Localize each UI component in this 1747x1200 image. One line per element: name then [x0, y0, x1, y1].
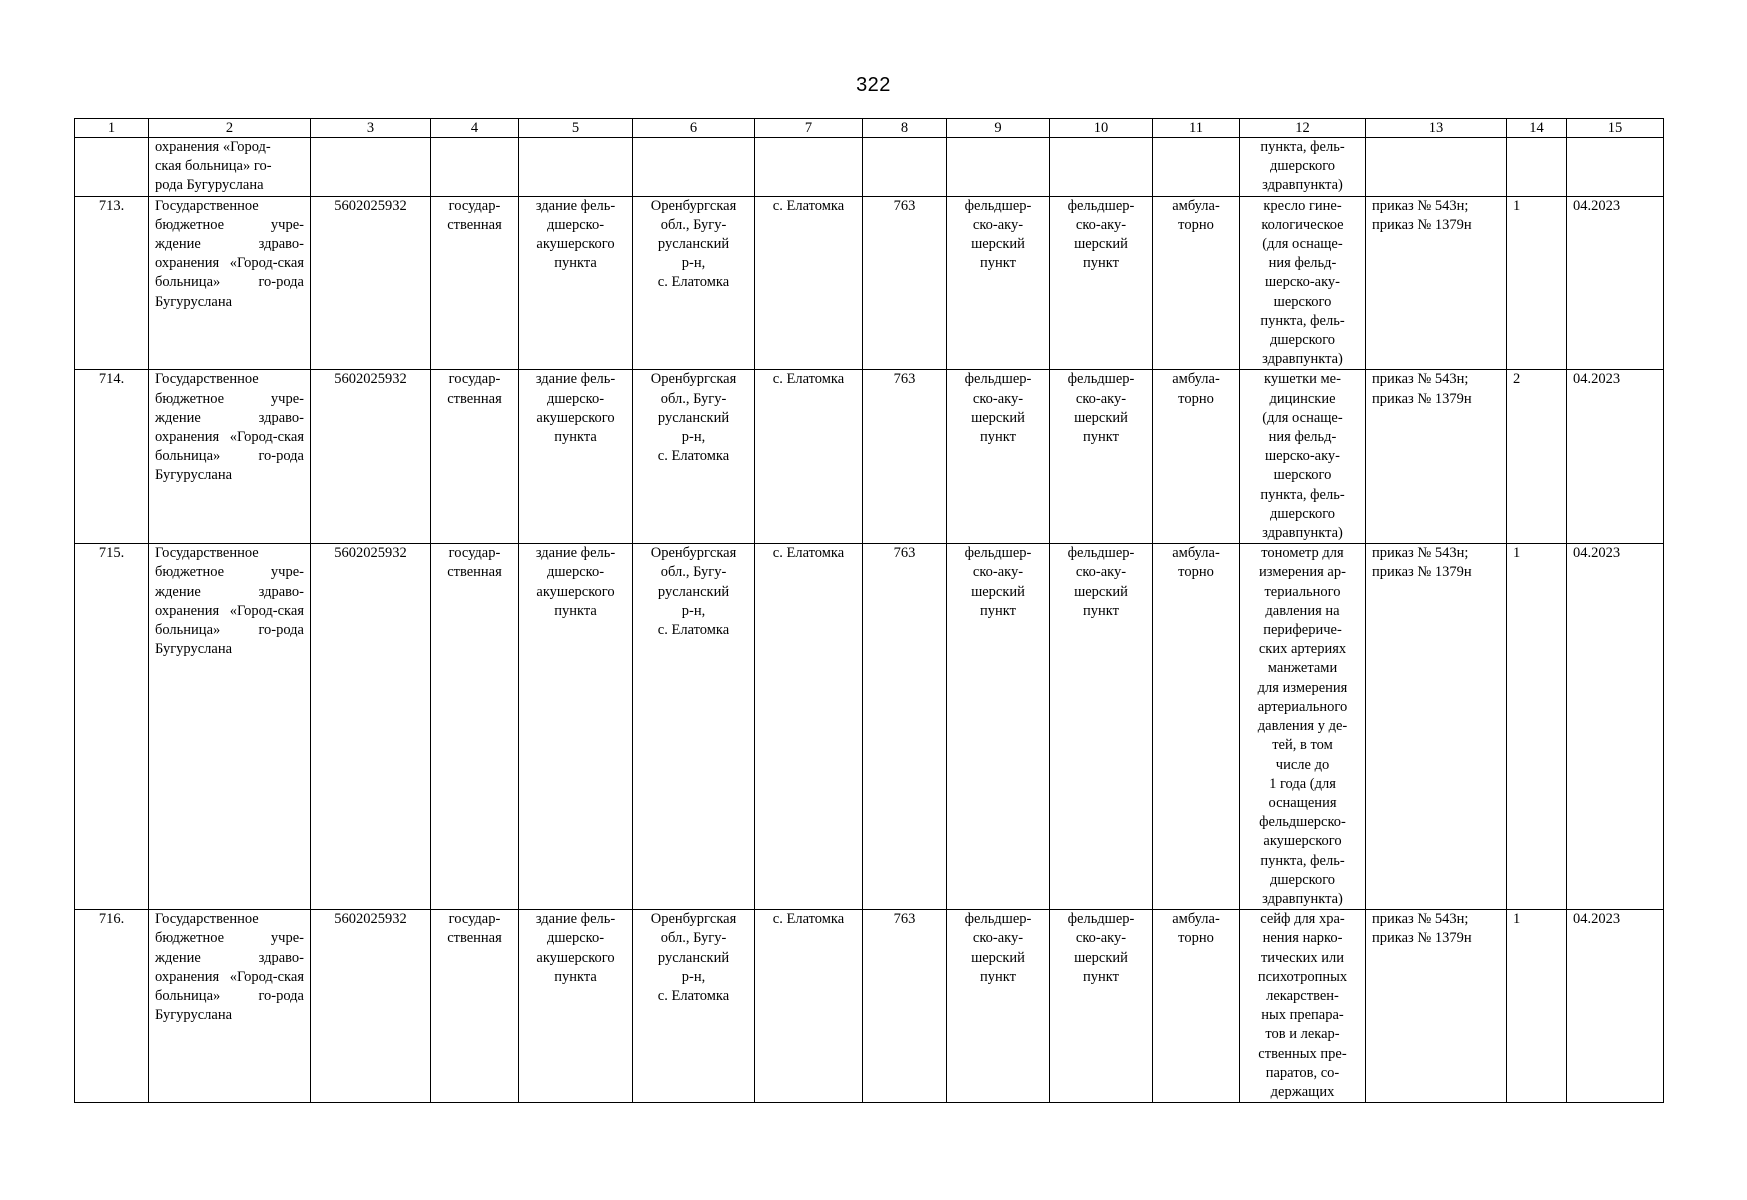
cell-organization: Государственное бюджетное учре-ждение здраво-охранения «Город-ская больница» го-рода Бугуруслана [149, 196, 311, 370]
table-row-713 [75, 196, 1664, 370]
cell-building: здание фель- дшерско- акушерского пункта [519, 544, 633, 910]
cell-unit [1050, 138, 1153, 197]
cell-equipment: сейф для хра- нения нарко- тических или психотропных лекарствен- ных препара- тов и лекар- ственных пре- паратов, со- держащих [1240, 910, 1366, 1103]
column-number: 15 [1567, 119, 1664, 138]
cell-num: 713. [75, 196, 149, 370]
cell-facility-type [947, 138, 1050, 197]
cell-order: приказ № 543н; приказ № 1379н [1366, 910, 1507, 1103]
cell-date: 04.2023 [1567, 370, 1664, 544]
cell-settlement: с. Елатомка [755, 196, 863, 370]
cell-order: приказ № 543н; приказ № 1379н [1366, 370, 1507, 544]
column-number-header-row [75, 119, 1664, 138]
cell-address: Оренбургская обл., Бугу- русланский р-н, с. Елатомка [633, 544, 755, 910]
cell-qty: 1 [1507, 910, 1567, 1103]
cell-ownership: государ- ственная [431, 910, 519, 1103]
cell-organization: Государственное бюджетное учре-ждение здраво-охранения «Город-ская больница» го-рода Бугуруслана [149, 544, 311, 910]
cell-num [75, 138, 149, 197]
cell-care-form: амбула- торно [1153, 544, 1240, 910]
cell-organization: Государственное бюджетное учре-ждение здраво-охранения «Город-ская больница» го-рода Бугуруслана [149, 910, 311, 1103]
cell-order: приказ № 543н; приказ № 1379н [1366, 196, 1507, 370]
cell-inn: 5602025932 [311, 370, 431, 544]
cell-address [633, 138, 755, 197]
cell-care-form: амбула- торно [1153, 370, 1240, 544]
cell-building: здание фель- дшерско- акушерского пункта [519, 910, 633, 1103]
cell-qty: 1 [1507, 196, 1567, 370]
cell-order [1366, 138, 1507, 197]
column-number: 9 [947, 119, 1050, 138]
cell-ownership: государ- ственная [431, 370, 519, 544]
table-row-714 [75, 370, 1664, 544]
cell-inn [311, 138, 431, 197]
column-number: 12 [1240, 119, 1366, 138]
cell-population [863, 138, 947, 197]
cell-qty: 2 [1507, 370, 1567, 544]
column-number: 8 [863, 119, 947, 138]
cell-equipment: пункта, фель- дшерского здравпункта) [1240, 138, 1366, 197]
cell-date: 04.2023 [1567, 544, 1664, 910]
page-number: 322 [856, 74, 891, 96]
cell-settlement: с. Елатомка [755, 370, 863, 544]
cell-num: 716. [75, 910, 149, 1103]
cell-building: здание фель- дшерско- акушерского пункта [519, 370, 633, 544]
cell-date: 04.2023 [1567, 910, 1664, 1103]
cell-inn: 5602025932 [311, 196, 431, 370]
cell-date [1567, 138, 1664, 197]
cell-equipment: тонометр для измерения ар- териального давления на перифериче- ских артериях манжетами для измерения артериального давления у де- тей, в том числе до 1 года (для оснащения фельдшерско- акушерского пункта, фель- дшерского здравпункта) [1240, 544, 1366, 910]
column-number: 7 [755, 119, 863, 138]
cell-building: здание фель- дшерско- акушерского пункта [519, 196, 633, 370]
cell-ownership: государ- ственная [431, 196, 519, 370]
cell-unit: фельдшер- ско-аку- шерский пункт [1050, 196, 1153, 370]
column-number: 2 [149, 119, 311, 138]
cell-address: Оренбургская обл., Бугу- русланский р-н, с. Елатомка [633, 370, 755, 544]
cell-facility-type: фельдшер- ско-аку- шерский пункт [947, 370, 1050, 544]
cell-ownership: государ- ственная [431, 544, 519, 910]
cell-organization: охранения «Город- ская больница» го- рода Бугуруслана [149, 138, 311, 197]
cell-organization: Государственное бюджетное учре-ждение здраво-охранения «Город-ская больница» го-рода Бугуруслана [149, 370, 311, 544]
cell-settlement: с. Елатомка [755, 910, 863, 1103]
cell-care-form: амбула- торно [1153, 196, 1240, 370]
cell-num: 714. [75, 370, 149, 544]
cell-inn: 5602025932 [311, 544, 431, 910]
cell-address: Оренбургская обл., Бугу- русланский р-н, с. Елатомка [633, 196, 755, 370]
cell-population: 763 [863, 196, 947, 370]
column-number: 4 [431, 119, 519, 138]
cell-ownership [431, 138, 519, 197]
cell-unit: фельдшер- ско-аку- шерский пункт [1050, 370, 1153, 544]
cell-order: приказ № 543н; приказ № 1379н [1366, 544, 1507, 910]
cell-facility-type: фельдшер- ско-аку- шерский пункт [947, 910, 1050, 1103]
column-number: 10 [1050, 119, 1153, 138]
cell-unit: фельдшер- ско-аку- шерский пункт [1050, 544, 1153, 910]
cell-inn: 5602025932 [311, 910, 431, 1103]
cell-equipment: кресло гине- кологическое (для оснаще- ния фельд- шерско-аку- шерского пункта, фель- дшерского здравпункта) [1240, 196, 1366, 370]
cell-qty: 1 [1507, 544, 1567, 910]
cell-care-form [1153, 138, 1240, 197]
column-number: 3 [311, 119, 431, 138]
cell-facility-type: фельдшер- ско-аку- шерский пункт [947, 544, 1050, 910]
cell-address: Оренбургская обл., Бугу- русланский р-н, с. Елатомка [633, 910, 755, 1103]
cell-unit: фельдшер- ско-аку- шерский пункт [1050, 910, 1153, 1103]
column-number: 13 [1366, 119, 1507, 138]
cell-care-form: амбула- торно [1153, 910, 1240, 1103]
cell-population: 763 [863, 544, 947, 910]
column-number: 6 [633, 119, 755, 138]
cell-population: 763 [863, 370, 947, 544]
equipment-registry-table [74, 118, 1664, 1103]
cell-date: 04.2023 [1567, 196, 1664, 370]
table-row-716 [75, 910, 1664, 1103]
cell-num: 715. [75, 544, 149, 910]
column-number: 14 [1507, 119, 1567, 138]
cell-equipment: кушетки ме- дицинские (для оснаще- ния фельд- шерско-аку- шерского пункта, фель- дшерского здравпункта) [1240, 370, 1366, 544]
cell-settlement: с. Елатомка [755, 544, 863, 910]
table-row-715 [75, 544, 1664, 910]
column-number: 11 [1153, 119, 1240, 138]
cell-building [519, 138, 633, 197]
cell-population: 763 [863, 910, 947, 1103]
continuation-row [75, 138, 1664, 197]
cell-facility-type: фельдшер- ско-аку- шерский пункт [947, 196, 1050, 370]
cell-settlement [755, 138, 863, 197]
column-number: 1 [75, 119, 149, 138]
cell-qty [1507, 138, 1567, 197]
column-number: 5 [519, 119, 633, 138]
